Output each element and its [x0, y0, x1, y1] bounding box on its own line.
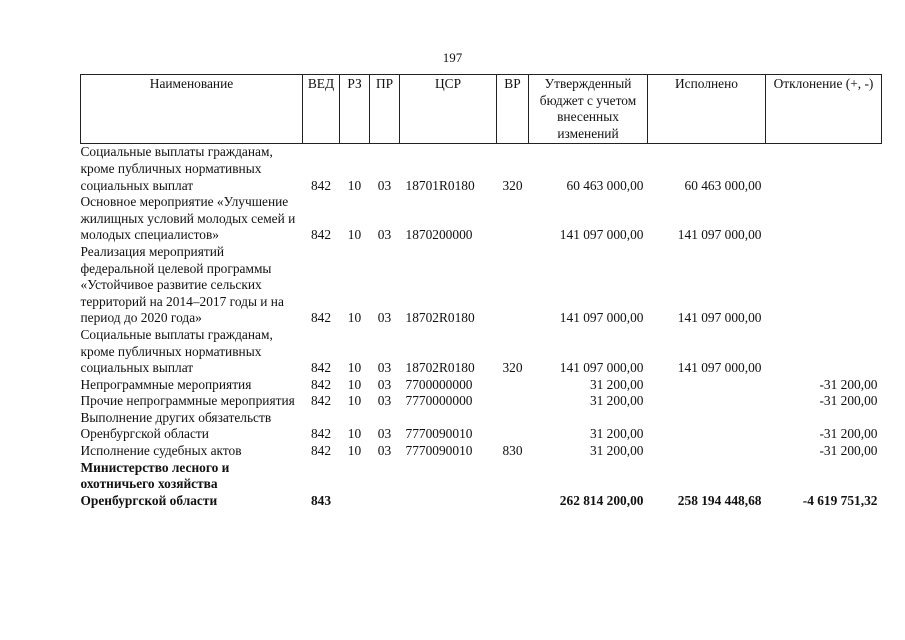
cell-ved: 842 [310, 443, 332, 459]
cell-vr [497, 460, 529, 510]
cell-ved: 842 [310, 310, 332, 326]
cell-approved: 60 463 000,00 [566, 177, 644, 193]
cell-vr [497, 377, 529, 394]
header-pr: ПР [370, 75, 400, 144]
cell-name: Исполнение судебных актов [80, 443, 242, 459]
cell-name: Основное мероприятие «Улучшение жилищных условий молодых семей и молодых специалистов» [80, 194, 296, 243]
cell-name: Выполнение других обязательств Оренбургской области [80, 409, 272, 442]
cell-vr [497, 244, 529, 327]
cell-approved: 141 097 000,00 [559, 227, 644, 243]
cell-deviation: -4 619 751,32 [802, 492, 878, 508]
cell-approved: 31 200,00 [589, 426, 644, 442]
cell-csr: 18702R0180 [405, 310, 475, 326]
cell-deviation [766, 244, 882, 327]
cell-name: Непрограммные мероприятия [80, 376, 252, 392]
cell-deviation: -31 200,00 [819, 393, 878, 409]
cell-rz: 10 [347, 227, 362, 243]
cell-rz [340, 460, 370, 510]
cell-vr: 320 [502, 360, 523, 376]
table-row [81, 194, 882, 244]
cell-vr [497, 410, 529, 443]
cell-csr: 7700000000 [405, 376, 473, 392]
cell-executed [648, 443, 766, 460]
cell-pr: 03 [377, 227, 392, 243]
header-approved: Утвержденный бюджет с учетом внесенных изменений [529, 75, 648, 144]
cell-ved: 842 [310, 376, 332, 392]
cell-ved: 842 [310, 177, 332, 193]
table-row [81, 377, 882, 394]
cell-pr: 03 [377, 426, 392, 442]
table-row [81, 460, 882, 510]
table-row [81, 410, 882, 443]
cell-approved: 31 200,00 [589, 393, 644, 409]
cell-rz: 10 [347, 177, 362, 193]
cell-approved: 262 814 200,00 [559, 492, 644, 508]
cell-rz: 10 [347, 393, 362, 409]
cell-name: Социальные выплаты гражданам, кроме публичных нормативных социальных выплат [80, 326, 273, 376]
cell-deviation: -31 200,00 [819, 443, 878, 459]
cell-executed: 258 194 448,68 [677, 492, 762, 508]
cell-name: Социальные выплаты гражданам, кроме публичных нормативных социальных выплат [80, 144, 273, 193]
cell-approved: 31 200,00 [589, 376, 644, 392]
cell-csr: 1870200000 [405, 227, 473, 243]
cell-pr: 03 [377, 443, 392, 459]
cell-rz: 10 [347, 426, 362, 442]
cell-name: Реализация мероприятий федеральной целевой программы «Устойчивое развитие сельских территорий на 2014–2017 годы и на период до 2020 года» [80, 243, 284, 326]
cell-deviation [766, 144, 882, 194]
cell-vr: 830 [502, 443, 523, 459]
cell-executed: 141 097 000,00 [677, 227, 762, 243]
budget-table [80, 74, 882, 509]
header-name: Наименование [81, 75, 303, 144]
cell-ved: 843 [310, 492, 332, 508]
header-deviation: Отклонение (+, -) [766, 75, 882, 144]
cell-executed: 141 097 000,00 [677, 310, 762, 326]
cell-ved: 842 [310, 360, 332, 376]
cell-ved: 842 [310, 227, 332, 243]
cell-rz: 10 [347, 443, 362, 459]
table-row [81, 144, 882, 194]
cell-name: Прочие непрограммные мероприятия [80, 393, 295, 409]
table-body [81, 144, 882, 510]
cell-executed: 60 463 000,00 [684, 177, 762, 193]
cell-csr: 7770090010 [405, 426, 473, 442]
cell-csr: 7770090010 [405, 443, 473, 459]
cell-pr: 03 [377, 376, 392, 392]
cell-deviation: -31 200,00 [819, 426, 878, 442]
header-csr: ЦСР [400, 75, 497, 144]
cell-ved: 842 [310, 426, 332, 442]
cell-deviation [766, 194, 882, 244]
header-rz: РЗ [340, 75, 370, 144]
cell-approved: 31 200,00 [589, 443, 644, 459]
page-number: 197 [442, 50, 463, 65]
cell-pr: 03 [377, 360, 392, 376]
header-ved: ВЕД [303, 75, 340, 144]
cell-executed [648, 393, 766, 410]
cell-deviation: -31 200,00 [819, 376, 878, 392]
cell-rz: 10 [347, 310, 362, 326]
table-header [81, 75, 882, 144]
header-executed: Исполнено [648, 75, 766, 144]
cell-rz: 10 [347, 376, 362, 392]
cell-executed: 141 097 000,00 [677, 360, 762, 376]
cell-executed [648, 410, 766, 443]
cell-csr [400, 460, 497, 510]
cell-pr: 03 [377, 177, 392, 193]
header-vr: ВР [497, 75, 529, 144]
cell-vr [497, 393, 529, 410]
cell-csr: 18702R0180 [405, 360, 475, 376]
table-row [81, 327, 882, 377]
cell-name: Министерство лесного и охотничьего хозяйства Оренбургской области [80, 459, 230, 508]
cell-deviation [766, 327, 882, 377]
table-row [81, 443, 882, 460]
cell-vr: 320 [502, 177, 523, 193]
cell-approved: 141 097 000,00 [559, 310, 644, 326]
cell-pr [370, 460, 400, 510]
cell-ved: 842 [310, 393, 332, 409]
cell-pr: 03 [377, 310, 392, 326]
cell-vr [497, 194, 529, 244]
cell-csr: 18701R0180 [405, 177, 475, 193]
cell-rz: 10 [347, 360, 362, 376]
table-row [81, 393, 882, 410]
cell-approved: 141 097 000,00 [559, 360, 644, 376]
cell-pr: 03 [377, 393, 392, 409]
cell-csr: 7770000000 [405, 393, 473, 409]
cell-executed [648, 377, 766, 394]
table-row [81, 244, 882, 327]
